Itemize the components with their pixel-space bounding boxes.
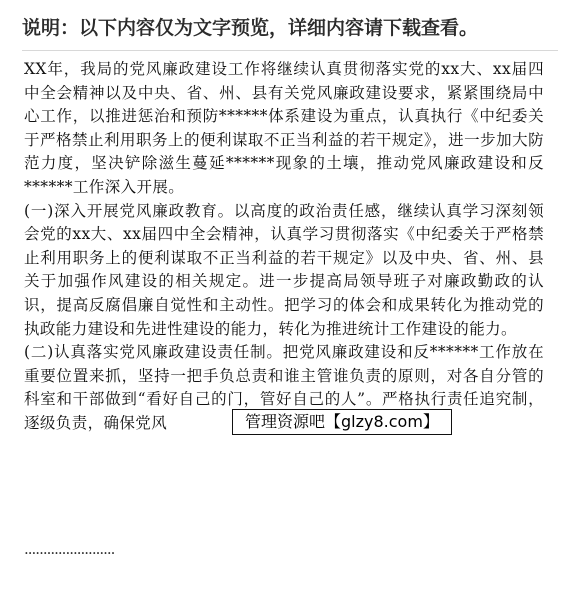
preview-notice: 说明：以下内容仅为文字预览，详细内容请下载查看。: [22, 17, 479, 39]
paragraph-intro: XX年，我局的党风廉政建设工作将继续认真贯彻落实党的xx大、xx届四中全会精神以及中央、省、州、县有关党风廉政建设要求，紧紧围绕局中心工作，以推进惩治和预防******体系建设为重点，认真执行《中纪委关于严格禁止利用职务上的便利谋取不正当利益的若干规定》，进一步加大防范力度，坚决铲除滋生蔓延******现象的土壤，推动党风廉政建设和反******工作深入开展。: [24, 60, 544, 196]
header-divider: [22, 50, 558, 51]
paragraph-section-2: (二)认真落实党风廉政建设责任制。把党风廉政建设和反******工作放在重要位置来抓，坚持一把手负总责和谁主管谁负责的原则，对各自分管的科室和干部做到“看好自己的门，管好自己的人”。严格执行责任追究制，逐级负责，确保党风: [24, 343, 544, 432]
paragraph-section-1: (一)深入开展党风廉政教育。以高度的政治责任感，继续认真学习深刻领会党的xx大、xx届四中全会精神，认真学习贯彻落实《中纪委关于严格禁止利用职务上的便利谋取不正当利益的若干规定》以及中央、省、州、县关于加强作风建设的相关规定。进一步提高局领导班子对廉政勤政的认识，提高反腐倡廉自觉性和主动性。把学习的体会和成果转化为推动党的执政能力建设和先进性建设的能力，转化为推进统计工作建设的能力。: [24, 201, 544, 338]
site-watermark: 管理资源吧【glzy8.com】: [232, 409, 452, 435]
document-body: [24, 58, 544, 436]
truncation-ellipsis: ........................: [24, 540, 115, 558]
